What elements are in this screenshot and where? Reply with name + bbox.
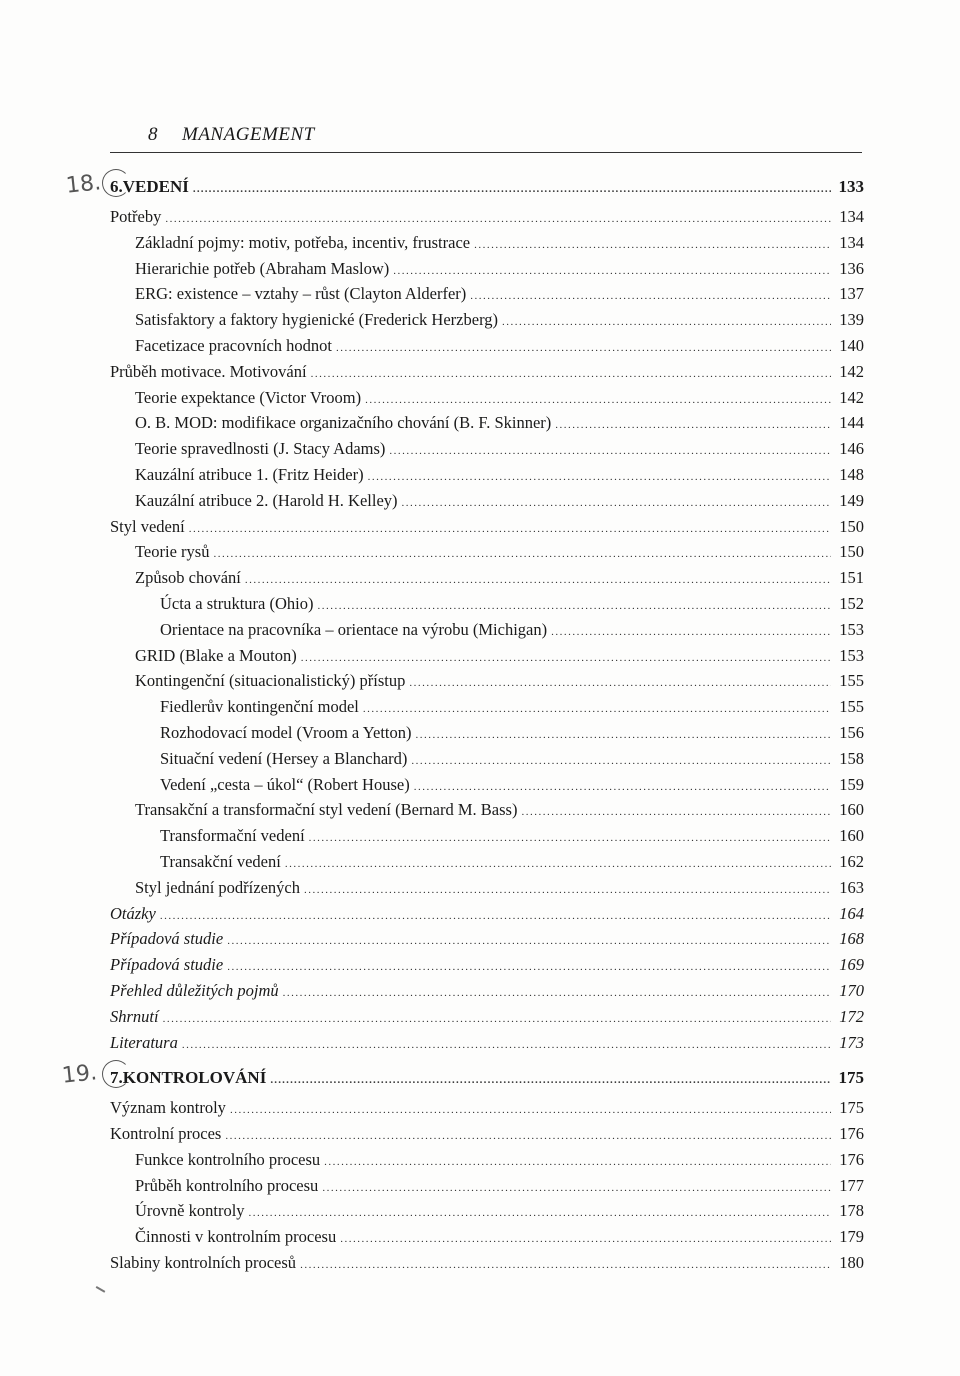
dot-leader <box>163 1007 831 1033</box>
toc-entry <box>110 1250 864 1276</box>
chapter-number: 7. <box>110 1061 123 1095</box>
toc-entry-label: Teorie spravedlnosti (J. Stacy Adams) <box>135 439 386 459</box>
toc-entry-page: 160 <box>839 800 864 820</box>
toc-entry-label: Případová studie <box>110 929 224 949</box>
toc-entry-page: 173 <box>839 1032 864 1052</box>
toc-chapter-entry <box>110 1061 864 1095</box>
toc-entry-label: Rozhodovací model (Vroom a Yetton) <box>160 722 412 742</box>
dot-leader <box>470 284 831 310</box>
toc-entry-label: Situační vedení (Hersey a Blanchard) <box>160 748 408 768</box>
toc-entry-page: 156 <box>839 722 864 742</box>
dot-leader <box>160 904 831 930</box>
toc-entry-label: Základní pojmy: motiv, potřeba, incentiv, frustrace <box>135 232 471 252</box>
dot-leader <box>283 981 831 1007</box>
toc-entry-page: 176 <box>839 1124 864 1144</box>
toc-entry <box>110 1173 864 1199</box>
toc-entry-label: Kauzální atribuce 2. (Harold H. Kelley) <box>135 490 398 510</box>
toc-chapter-entry <box>110 170 864 204</box>
header-title: MANAGEMENT <box>182 124 315 145</box>
toc-entry <box>110 565 864 591</box>
dot-leader <box>245 568 831 594</box>
toc-entry-label: Potřeby <box>110 207 162 226</box>
toc-entry <box>110 514 864 540</box>
toc-entry-page: 162 <box>839 851 864 871</box>
toc-entry <box>110 256 864 282</box>
toc-entry-page: 160 <box>839 826 864 846</box>
dot-leader <box>213 542 831 568</box>
toc-entry-label: ERG: existence – vztahy – růst (Clayton Alderfer) <box>135 284 467 304</box>
toc-entry-page: 172 <box>839 1006 864 1026</box>
toc-entry <box>110 462 864 488</box>
toc-entry-page: 139 <box>839 310 864 330</box>
dot-leader <box>227 955 831 981</box>
toc-entry-page: 163 <box>839 877 864 897</box>
toc-entry-page: 179 <box>839 1227 864 1247</box>
toc-entry-page: 175 <box>839 1098 864 1118</box>
toc-entry <box>110 797 864 823</box>
dot-leader <box>416 723 831 749</box>
toc-entry-label: Kontrolní proces <box>110 1124 222 1144</box>
toc-entry-label: Přehled důležitých pojmů <box>110 980 279 1000</box>
handwritten-note-19: 19. <box>60 1060 99 1089</box>
dot-leader <box>193 172 831 206</box>
toc-entry-page: 148 <box>839 464 864 484</box>
toc-entry-page: 158 <box>839 748 864 768</box>
toc-entry-page: 142 <box>839 387 864 407</box>
pen-mark <box>93 1286 106 1298</box>
dot-leader <box>555 413 831 439</box>
toc-entry <box>110 617 864 643</box>
toc-entry-label: Průběh kontrolního procesu <box>135 1175 319 1195</box>
toc-entry <box>110 1147 864 1173</box>
toc-entry <box>110 539 864 565</box>
dot-leader <box>311 362 831 388</box>
toc-entry <box>110 952 864 978</box>
toc-entry-label: 6.VEDENÍ <box>110 170 189 204</box>
toc-entry <box>110 436 864 462</box>
toc-entry-page: 133 <box>838 177 864 196</box>
toc-entry-page: 159 <box>839 774 864 794</box>
header-page-number: 8 <box>148 124 158 145</box>
toc-entry-label: Fiedlerův kontingenční model <box>160 697 359 717</box>
toc-entry-label: Transakční a transformační styl vedení (Bernard M. Bass) <box>135 800 518 820</box>
toc-entry-page: 170 <box>839 980 864 1000</box>
toc-entry-page: 146 <box>839 439 864 459</box>
dot-leader <box>189 517 831 543</box>
toc-entry-page: 175 <box>838 1068 864 1088</box>
toc-entry <box>110 410 864 436</box>
toc-entry-page: 153 <box>839 645 864 665</box>
toc-entry <box>110 359 864 385</box>
toc-entry-page: 180 <box>839 1253 864 1273</box>
toc-entry <box>110 720 864 746</box>
toc-entry-label: GRID (Blake a Mouton) <box>135 645 297 665</box>
toc-entry-page: 155 <box>839 697 864 717</box>
dot-leader <box>402 491 831 517</box>
toc-entry <box>110 333 864 359</box>
toc-entry <box>110 978 864 1004</box>
toc-entry <box>110 901 864 927</box>
toc-entry-label: Slabiny kontrolních procesů <box>110 1253 297 1273</box>
table-of-contents <box>110 170 864 1276</box>
dot-leader <box>300 1253 831 1279</box>
toc-entry <box>110 281 864 307</box>
handdrawn-circle <box>102 169 130 197</box>
dot-leader <box>322 1176 831 1202</box>
toc-entry-label: Průběh motivace. Motivování <box>110 361 307 381</box>
toc-entry <box>110 1224 864 1250</box>
toc-entry-label: Transformační vedení <box>160 826 305 846</box>
toc-entry-label: Činnosti v kontrolním procesu <box>135 1227 337 1247</box>
toc-entry-page: 136 <box>839 258 864 278</box>
toc-entry <box>110 385 864 411</box>
dot-leader <box>551 620 831 646</box>
toc-entry <box>110 1121 864 1147</box>
toc-entry-page: 142 <box>839 361 864 381</box>
toc-entry <box>110 591 864 617</box>
toc-entry <box>110 230 864 256</box>
toc-entry-label: Způsob chování <box>135 568 241 588</box>
toc-entry <box>110 488 864 514</box>
toc-entry-page: 149 <box>839 490 864 510</box>
toc-entry-page: 150 <box>839 542 864 562</box>
dot-leader <box>363 697 831 723</box>
toc-entry-page: 155 <box>839 671 864 691</box>
handwritten-note-18: 18. <box>64 170 103 199</box>
toc-entry-page: 177 <box>839 1175 864 1195</box>
toc-entry-label: Kontingenční (situacionalistický) přístup <box>135 671 406 691</box>
toc-entry <box>110 849 864 875</box>
toc-entry-label: Facetizace pracovních hodnot <box>135 335 332 355</box>
toc-entry <box>110 926 864 952</box>
toc-entry-page: 169 <box>839 955 864 975</box>
toc-entry <box>110 875 864 901</box>
toc-entry <box>110 1004 864 1030</box>
toc-entry-label: Styl jednání podřízených <box>135 877 300 897</box>
toc-entry-page: 178 <box>839 1201 864 1221</box>
toc-entry <box>110 307 864 333</box>
dot-leader <box>409 671 831 697</box>
toc-entry <box>110 1030 864 1056</box>
dot-leader <box>340 1227 831 1253</box>
toc-entry-page: 152 <box>839 593 864 613</box>
dot-leader <box>270 1063 831 1097</box>
toc-entry-label: Orientace na pracovníka – orientace na výrobu (Michigan) <box>160 619 548 639</box>
dot-leader <box>389 439 831 465</box>
toc-entry-page: 134 <box>839 207 864 226</box>
toc-entry-page: 150 <box>839 516 864 536</box>
toc-entry-label: Shrnutí <box>110 1006 159 1026</box>
dot-leader <box>182 1033 831 1059</box>
toc-entry-label: 7.KONTROLOVÁNÍ <box>110 1061 266 1095</box>
toc-entry-label: Význam kontroly <box>110 1098 226 1118</box>
toc-entry <box>110 694 864 720</box>
toc-entry-label: Funkce kontrolního procesu <box>135 1149 321 1169</box>
dot-leader <box>336 336 831 362</box>
toc-entry-label: Úrovně kontroly <box>135 1201 245 1221</box>
toc-entry-label: O. B. MOD: modifikace organizačního chování (B. F. Skinner) <box>135 413 552 433</box>
toc-entry-page: 140 <box>839 335 864 355</box>
toc-entry-label: Literatura <box>110 1032 178 1052</box>
dot-leader <box>230 1098 831 1124</box>
toc-entry-label: Případová studie <box>110 955 224 975</box>
dot-leader <box>304 878 831 904</box>
running-header <box>110 124 862 153</box>
dot-leader <box>411 749 831 775</box>
toc-entry-label: Kauzální atribuce 1. (Fritz Heider) <box>135 464 364 484</box>
toc-entry-page: 144 <box>839 413 864 433</box>
toc-entry-label: Teorie rysů <box>135 542 210 562</box>
toc-entry-label: Úcta a struktura (Ohio) <box>160 593 314 613</box>
toc-entry <box>110 643 864 669</box>
dot-leader <box>285 852 831 878</box>
toc-entry <box>110 1095 864 1121</box>
toc-entry-page: 151 <box>839 568 864 588</box>
toc-entry-label: Hierarichie potřeb (Abraham Maslow) <box>135 258 390 278</box>
toc-entry-label: Vedení „cesta – úkol“ (Robert House) <box>160 774 410 794</box>
dot-leader <box>309 826 831 852</box>
toc-entry-page: 134 <box>839 232 864 252</box>
dot-leader <box>521 800 831 826</box>
toc-entry <box>110 1198 864 1224</box>
toc-entry <box>110 746 864 772</box>
toc-entry-label: Teorie expektance (Victor Vroom) <box>135 387 362 407</box>
dot-leader <box>502 310 831 336</box>
toc-entry-page: 164 <box>839 903 864 923</box>
dot-leader <box>474 233 831 259</box>
toc-entry-page: 168 <box>839 929 864 949</box>
toc-entry <box>110 823 864 849</box>
toc-entry-page: 176 <box>839 1149 864 1169</box>
dot-leader <box>324 1150 831 1176</box>
toc-entry-label: Satisfaktory a faktory hygienické (Frederick Herzberg) <box>135 310 499 330</box>
toc-entry <box>110 668 864 694</box>
dot-leader <box>227 929 831 955</box>
toc-entry <box>110 204 864 230</box>
toc-entry-label: Styl vedení <box>110 516 185 536</box>
chapter-number: 6. <box>110 170 123 204</box>
toc-entry-page: 137 <box>839 284 864 304</box>
dot-leader <box>368 465 831 491</box>
toc-entry-page: 153 <box>839 619 864 639</box>
toc-entry-label: Otázky <box>110 903 156 923</box>
toc-entry <box>110 772 864 798</box>
toc-entry-label: Transakční vedení <box>160 851 281 871</box>
